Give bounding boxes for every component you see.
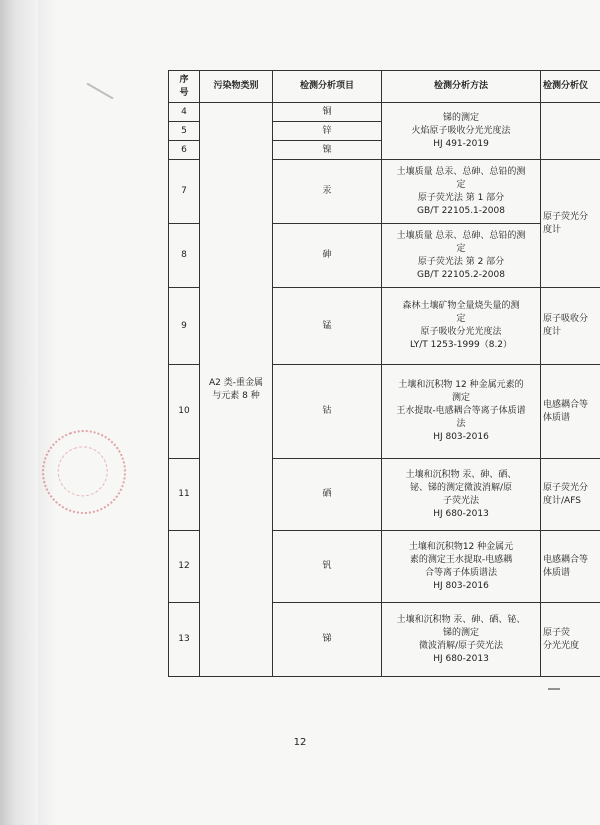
- scan-page-edge-shadow: [38, 0, 56, 825]
- cell-seq: 11: [169, 459, 200, 531]
- cell-method: 土壤和沉积物 汞、砷、硒、铋、 锑的测定 微波消解/原子荧光法 HJ 680-2013: [382, 603, 541, 677]
- scan-mark: [548, 688, 560, 690]
- header-method: 检测分析方法: [382, 71, 541, 103]
- header-item: 检测分析项目: [273, 71, 382, 103]
- cell-item: 汞: [273, 160, 382, 224]
- table-row: [169, 103, 600, 122]
- cell-seq: 12: [169, 531, 200, 603]
- cell-instrument: 电感耦合等 体质谱: [541, 365, 600, 459]
- cell-instrument-empty: [541, 103, 600, 160]
- cell-item: 钒: [273, 531, 382, 603]
- cell-method: 森林土壤矿物全量烧失量的测 定 原子吸收分光光度法 LY/T 1253-1999（8.2）: [382, 288, 541, 365]
- header-seq: 序 号: [169, 71, 200, 103]
- cell-item: 砷: [273, 224, 382, 288]
- cell-instrument: 原子荧光分 度计: [541, 160, 600, 288]
- cell-seq: 10: [169, 365, 200, 459]
- page-number: 12: [293, 737, 307, 748]
- cell-instrument: 原子吸收分 度计: [541, 288, 600, 365]
- cell-category-merged: A2 类-重金属 与元素 8 种: [200, 103, 273, 677]
- cell-seq: 6: [169, 141, 200, 160]
- cell-method: 土壤和沉积物 汞、砷、硒、 铋、锑的测定微波消解/原 子荧光法 HJ 680-2013: [382, 459, 541, 531]
- cell-item: 锰: [273, 288, 382, 365]
- cell-item: 铜: [273, 103, 382, 122]
- cell-item: 钴: [273, 365, 382, 459]
- scan-mark: [87, 83, 114, 100]
- cell-instrument: 原子荧 分光光度: [541, 603, 600, 677]
- header-category: 污染物类别: [200, 71, 273, 103]
- cell-seq: 9: [169, 288, 200, 365]
- cell-seq: 5: [169, 122, 200, 141]
- cell-method: 土壤质量 总汞、总砷、总铅的测 定 原子荧光法 第 2 部分 GB/T 22105.2-2008: [382, 224, 541, 288]
- testing-methods-table: [168, 70, 600, 677]
- cell-method: 土壤和沉积物 12 种金属元素的 测定 王水提取-电感耦合等离子体质谱 法 HJ 803-2016: [382, 365, 541, 459]
- cell-instrument: 原子荧光分 度计/AFS: [541, 459, 600, 531]
- header-instrument: 检测分析仪: [541, 71, 600, 103]
- cell-seq: 7: [169, 160, 200, 224]
- cell-seq: 13: [169, 603, 200, 677]
- cell-item: 硒: [273, 459, 382, 531]
- cell-method: 土壤和沉积物12 种金属元 素的测定王水提取-电感耦 合等离子体质谱法 HJ 803-2016: [382, 531, 541, 603]
- cell-item: 锑: [273, 603, 382, 677]
- cell-seq: 4: [169, 103, 200, 122]
- cell-method: 土壤质量 总汞、总砷、总铅的测 定 原子荧光法 第 1 部分 GB/T 22105.1-2008: [382, 160, 541, 224]
- table-header-row: [169, 71, 600, 103]
- cell-instrument: 电感耦合等 体质谱: [541, 531, 600, 603]
- scan-page-edge: [0, 0, 38, 825]
- cell-item: 锌: [273, 122, 382, 141]
- cell-seq: 8: [169, 224, 200, 288]
- cell-item: 镍: [273, 141, 382, 160]
- cell-method: 锑的测定 火焰原子吸收分光光度法 HJ 491-2019: [382, 103, 541, 160]
